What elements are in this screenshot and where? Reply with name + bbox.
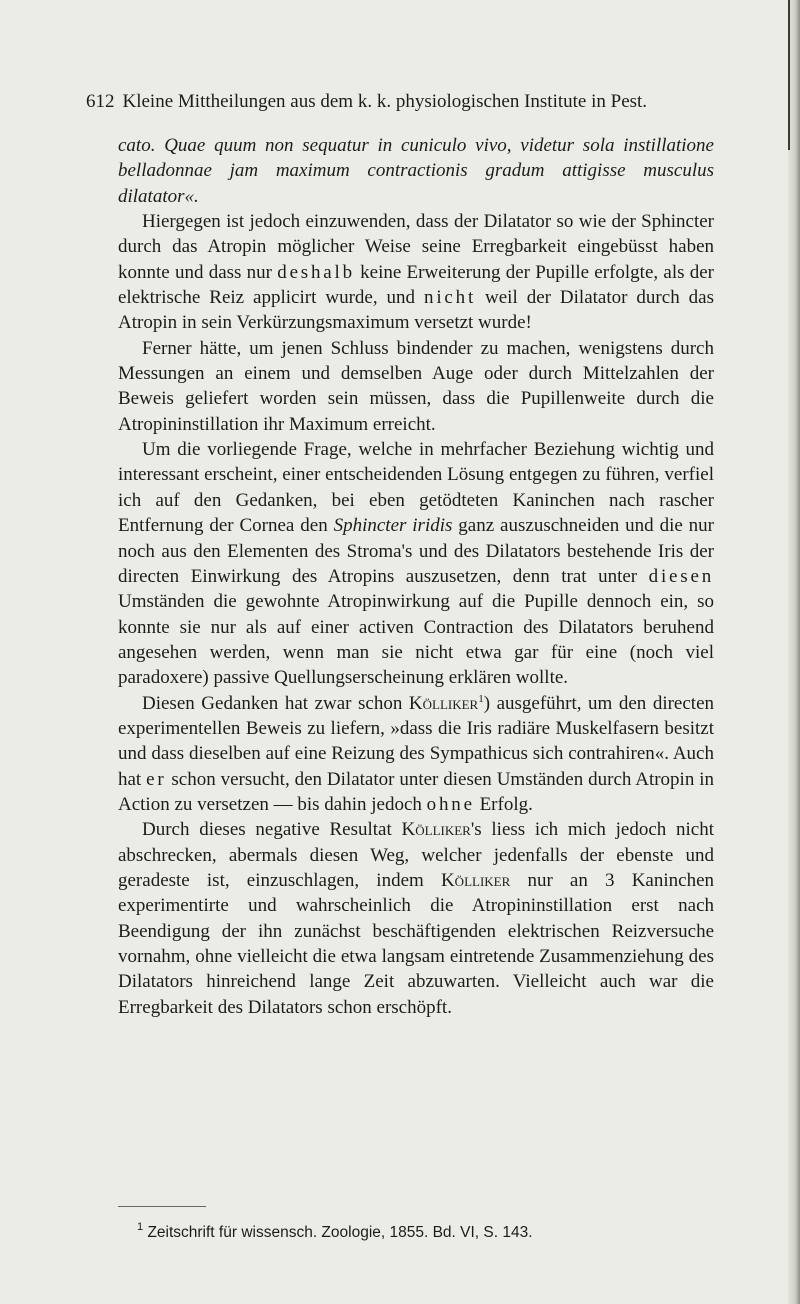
footnote: [137, 1223, 717, 1243]
footnote-marker: 1: [478, 692, 484, 705]
footnote-text: Zeitschrift für wissensch. Zoologie, 1855. Bd. VI, S. 143.: [147, 1224, 533, 1241]
spaced-emphasis: ohne: [426, 793, 475, 815]
body-text: [118, 133, 714, 1020]
text-run: Durch dieses negative Resultat: [142, 819, 402, 841]
page-edge: [788, 0, 800, 1304]
paragraph-2: [118, 209, 714, 336]
paragraph-6: [118, 817, 714, 1020]
running-header: [86, 90, 712, 114]
paragraph-1: [118, 133, 714, 209]
running-title: Kleine Mittheilungen aus dem k. k. physiologischen Institute in Pest.: [122, 91, 648, 112]
spaced-emphasis: er: [146, 768, 167, 790]
text-run: weil der Dilatator durch das Atropin in sein Verkürzungsmaximum versetzt wurde!: [118, 287, 714, 334]
paragraph-3: Ferner hätte, um jenen Schluss bindender zu machen, wenigstens durch Messungen an einem und demselben Auge oder durch Mittelzahlen der Beweis geliefert worden sein müssen, dass die Pupillenweite durch die Atropininstillation ihr Maximum erreicht.: [118, 337, 714, 435]
page-number: 612: [86, 91, 115, 112]
text-run: Diesen Gedanken hat zwar schon: [142, 692, 409, 714]
text-run: 's liess ich mich jedoch nicht abschrecken, abermals diesen Weg, welcher jedenfalls der ebenste und geradeste ist, einzuschlagen, indem: [118, 819, 714, 891]
text-run: Hiergegen ist jedoch einzuwenden, dass der Dilatator so wie der Sphincter durch das Atropin möglicher Weise seine Erregbarkeit eingebüsst haben konnte und dass nur: [118, 211, 714, 283]
footnote-number: 1: [137, 1221, 144, 1233]
paragraph-4: [118, 437, 714, 690]
paragraph-5: [118, 691, 714, 818]
text-run: keine Erweiterung der Pupille erfolgte, als der elektrische Reiz applicirt wurde, und: [118, 261, 714, 309]
text-run: nur an 3 Kaninchen experimentirte und wahrscheinlich die Atropininstillation erst nach Beendigung der ihn zunächst beschäftigenden elektrischen Reizversuche vornahm, ohne vielleicht die etwa langsam eintretende Zusammenziehung des Dilatators hinreichend lange Zeit abzuwarten. Vielleicht auch war die Erregbarkeit des Dilatators schon erschöpft.: [118, 869, 714, 1018]
text-run: schon versucht, den Dilatator unter diesen Umständen durch Atropin in Action zu versetzen — bis dahin jedoch: [118, 768, 714, 815]
text-run: Erfolg.: [474, 793, 533, 815]
author-name: Kölliker: [440, 869, 511, 891]
text-run: ganz auszuschneiden und die nur noch aus den Elementen des Stroma's und des Dilatators bestehende Iris der directen Einwirkung des Atropins auszusetzen, denn trat unter: [118, 515, 714, 587]
author-name: Kölliker: [408, 692, 479, 714]
italic-term: Sphincter iridis: [333, 515, 453, 537]
spaced-emphasis: diesen: [648, 565, 714, 587]
spaced-emphasis: nicht: [424, 287, 477, 309]
latin-quote: cato. Quae quum non sequatur in cuniculo vivo, videtur sola instillatione belladonnae jam maximum contractionis gradum attigisse musculus dilatator«.: [118, 135, 714, 207]
text-run: Umständen die gewohnte Atropinwirkung auf die Pupille dennoch ein, so konnte sie nur als auf einer activen Contraction des Dilatators beruhend angesehen werden, wenn man sie nicht etwa gar für eine (noch viel paradoxere) passive Quellungserscheinung erklären wollte.: [118, 591, 714, 689]
page-edge-line: [788, 0, 790, 150]
author-name: Kölliker: [401, 819, 471, 841]
spaced-emphasis: deshalb: [277, 261, 355, 283]
text-run: ) ausgeführt, um den directen experimentellen Beweis zu liefern, »dass die Iris radiäre Muskelfasern besitzt und dass dieselben auf eine Reizung des Sympathicus sich contrahiren«. Auch hat: [118, 692, 715, 790]
footnote-rule: [118, 1206, 206, 1207]
text-run: Um die vorliegende Frage, welche in mehrfacher Beziehung wichtig und interessant erscheint, einer entscheidenden Lösung entgegen zu führen, verfiel ich auf den Gedanken, bei eben getödteten Kaninchen nach rascher Entfernung der Cornea den: [118, 439, 714, 537]
